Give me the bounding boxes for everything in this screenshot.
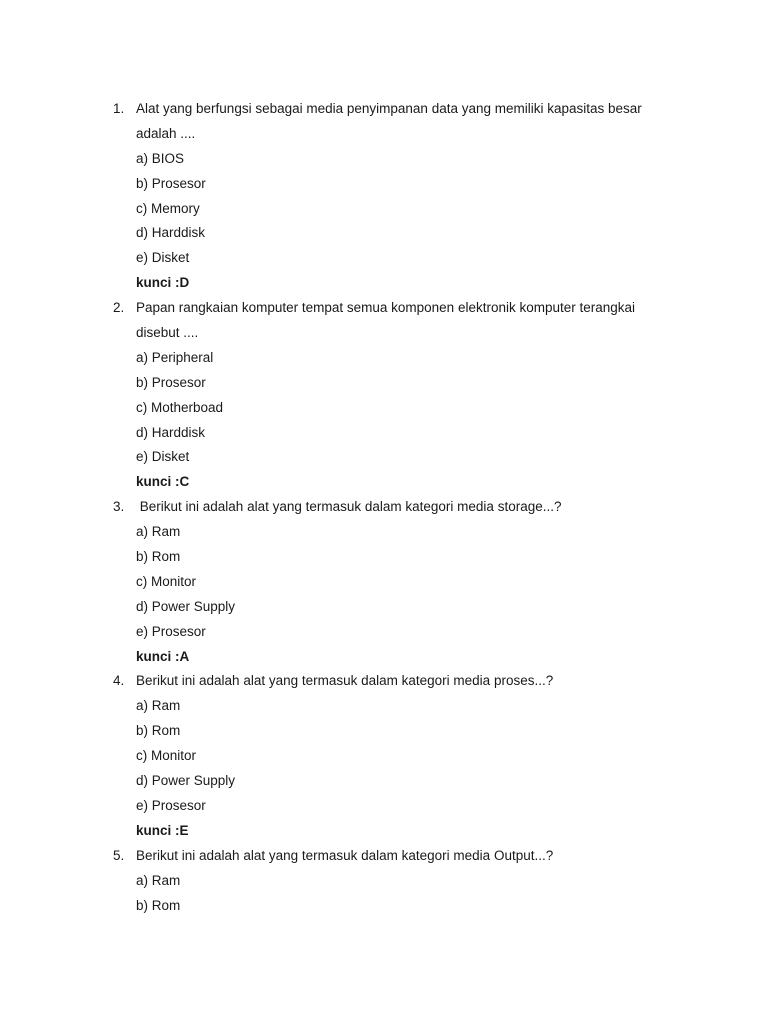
option-e: e) Disket [136,250,190,266]
question-number: 5. [113,847,125,863]
answer-key: kunci :D [136,275,190,291]
option-c: c) Memory [136,200,200,216]
question-text-line: Berikut ini adalah alat yang termasuk dalam kategori media storage...? [136,499,562,515]
answer-key: kunci :E [136,822,189,838]
question-text-line: Alat yang berfungsi sebagai media penyimpanan data yang memiliki kapasitas besar [136,101,642,116]
option-c: c) Monitor [136,748,197,764]
answer-key: kunci :A [136,648,190,664]
option-b: b) Prosesor [136,175,206,191]
question-number: 1. [113,101,125,116]
question-number: 4. [113,673,125,689]
question-number: 2. [113,300,125,316]
option-c: c) Monitor [136,573,197,589]
option-d: d) Power Supply [136,773,236,789]
option-b: b) Rom [136,723,181,739]
option-d: d) Harddisk [136,424,206,440]
option-c: c) Motherboad [136,399,224,415]
option-a: a) Ram [136,698,181,714]
option-d: d) Power Supply [136,598,236,614]
question-number: 3. [113,499,125,515]
option-a: a) Ram [136,524,181,540]
question-text-line: Berikut ini adalah alat yang termasuk dalam kategori media proses...? [136,673,554,689]
option-b: b) Prosesor [136,374,206,390]
answer-key: kunci :C [136,474,190,490]
question-5 [0,844,768,919]
question-2 [0,296,768,495]
option-e: e) Disket [136,449,190,465]
question-4 [0,669,768,843]
question-text-line: Papan rangkaian komputer tempat semua komponen elektronik komputer terangkai [136,300,636,316]
question-text-line: Berikut ini adalah alat yang termasuk dalam kategori media Output...? [136,847,554,863]
option-a: a) Peripheral [136,349,214,365]
option-e: e) Prosesor [136,623,206,639]
option-b: b) Rom [136,897,181,913]
question-1 [0,97,768,296]
option-a: a) BIOS [136,150,185,166]
option-b: b) Rom [136,549,181,565]
option-a: a) Ram [136,872,181,888]
question-text-line: adalah .... [136,125,196,141]
document-page [0,97,768,918]
option-e: e) Prosesor [136,797,206,813]
question-3 [0,495,768,669]
option-d: d) Harddisk [136,225,206,241]
question-text-line: disebut .... [136,325,199,341]
